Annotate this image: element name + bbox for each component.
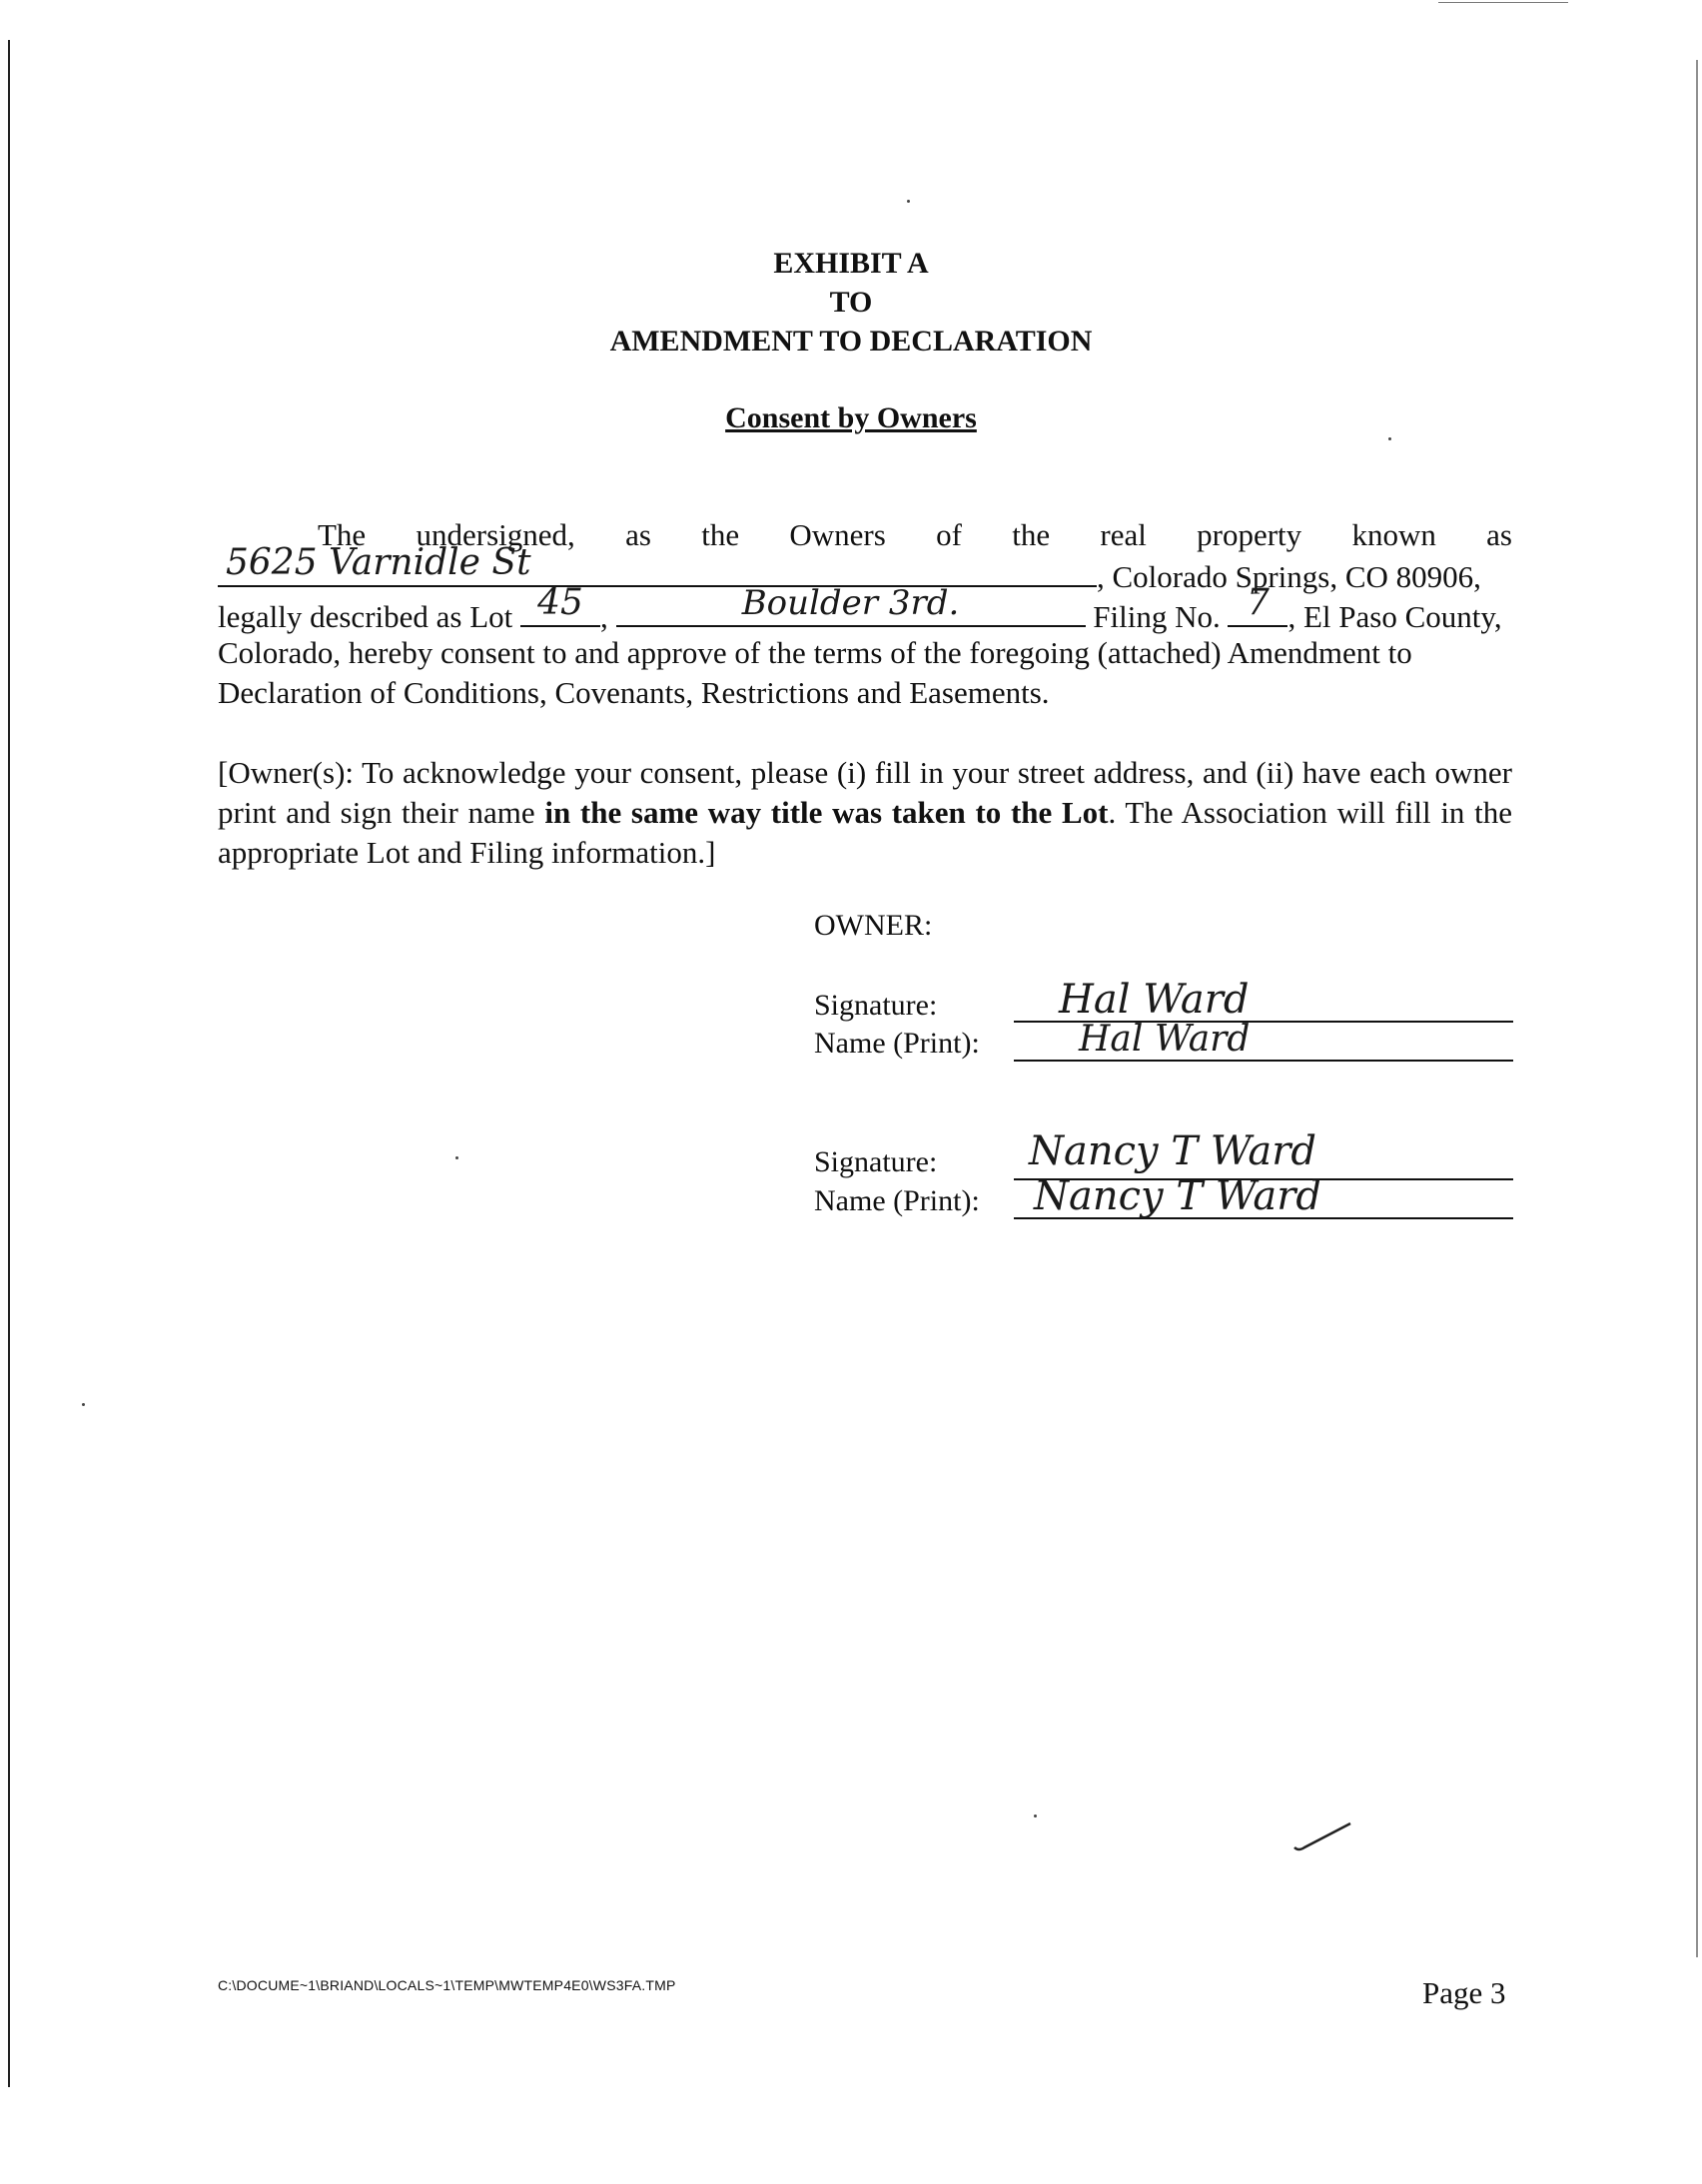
consent-line-5: Declaration of Conditions, Covenants, Restrictions and Easements. [218,675,1050,710]
scan-speck [82,1403,85,1406]
amendment-title: AMENDMENT TO DECLARATION [609,325,1093,358]
name-print-label-1: Name (Print): [814,1027,980,1060]
city-state-zip: , Colorado Springs, CO 80906, [1097,559,1481,594]
lot-number-handwritten: 45 [537,582,583,623]
consent-line-3: legally described as Lot 45 , Boulder 3rd. Filing No. 7 , El Paso County, [218,582,1502,634]
file-path: C:\DOCUME~1\BRIAND\LOCALS~1\TEMP\MWTEMP4E0\WS3FA.TMP [218,1977,676,1993]
owner-label: OWNER: [814,909,933,942]
filing-no-label: Filing No. [1093,599,1221,634]
scan-speck [455,1156,458,1159]
signature-label-1: Signature: [814,989,938,1022]
legally-described-label: legally described as Lot [218,599,513,634]
scan-speck [907,200,910,203]
scan-speck [1388,437,1391,440]
owner-instructions: [Owner(s): To acknowledge your consent, please (i) fill in your street address, and (ii) have each owner print and sign their name in the same way title was taken to the Lot. The Association will fill in the appropriate Lot and Filing information.] [218,755,1512,870]
consent-by-owners-title: Consent by Owners [725,401,977,434]
filing-number-field[interactable] [1228,582,1287,627]
street-address-handwritten: 5625 Varnidle St [226,542,531,583]
scan-top-mark [1438,2,1568,3]
page-number: Page 3 [1422,1975,1506,2010]
owner-1-signature: Hal Ward [1059,977,1250,1023]
consent-line-1: The undersigned, as the Owners of the real property known as [318,517,1512,552]
owner-2-signature: Nancy T Ward [1029,1128,1316,1174]
lot-number-field[interactable] [520,582,600,627]
county-text: , El Paso County, [1287,599,1502,634]
scan-speck [1034,1815,1037,1818]
exhibit-to: TO [829,286,873,319]
filing-number-handwritten: 7 [1247,582,1270,623]
consent-line-4: Colorado, hereby consent to and approve of the terms of the foregoing (attached) Amendment to [218,635,1412,670]
owner-2-printed-name: Nancy T Ward [1034,1173,1321,1219]
exhibit-title: EXHIBIT A [773,247,929,280]
subdivision-handwritten: Boulder 3rd. [741,583,960,623]
name-print-line-1[interactable] [1014,1060,1513,1062]
subdivision-field[interactable] [616,583,1086,627]
owner-1-printed-name: Hal Ward [1079,1019,1251,1060]
check-mark [1288,1818,1358,1857]
name-print-label-2: Name (Print): [814,1184,980,1217]
signature-label-2: Signature: [814,1145,938,1178]
